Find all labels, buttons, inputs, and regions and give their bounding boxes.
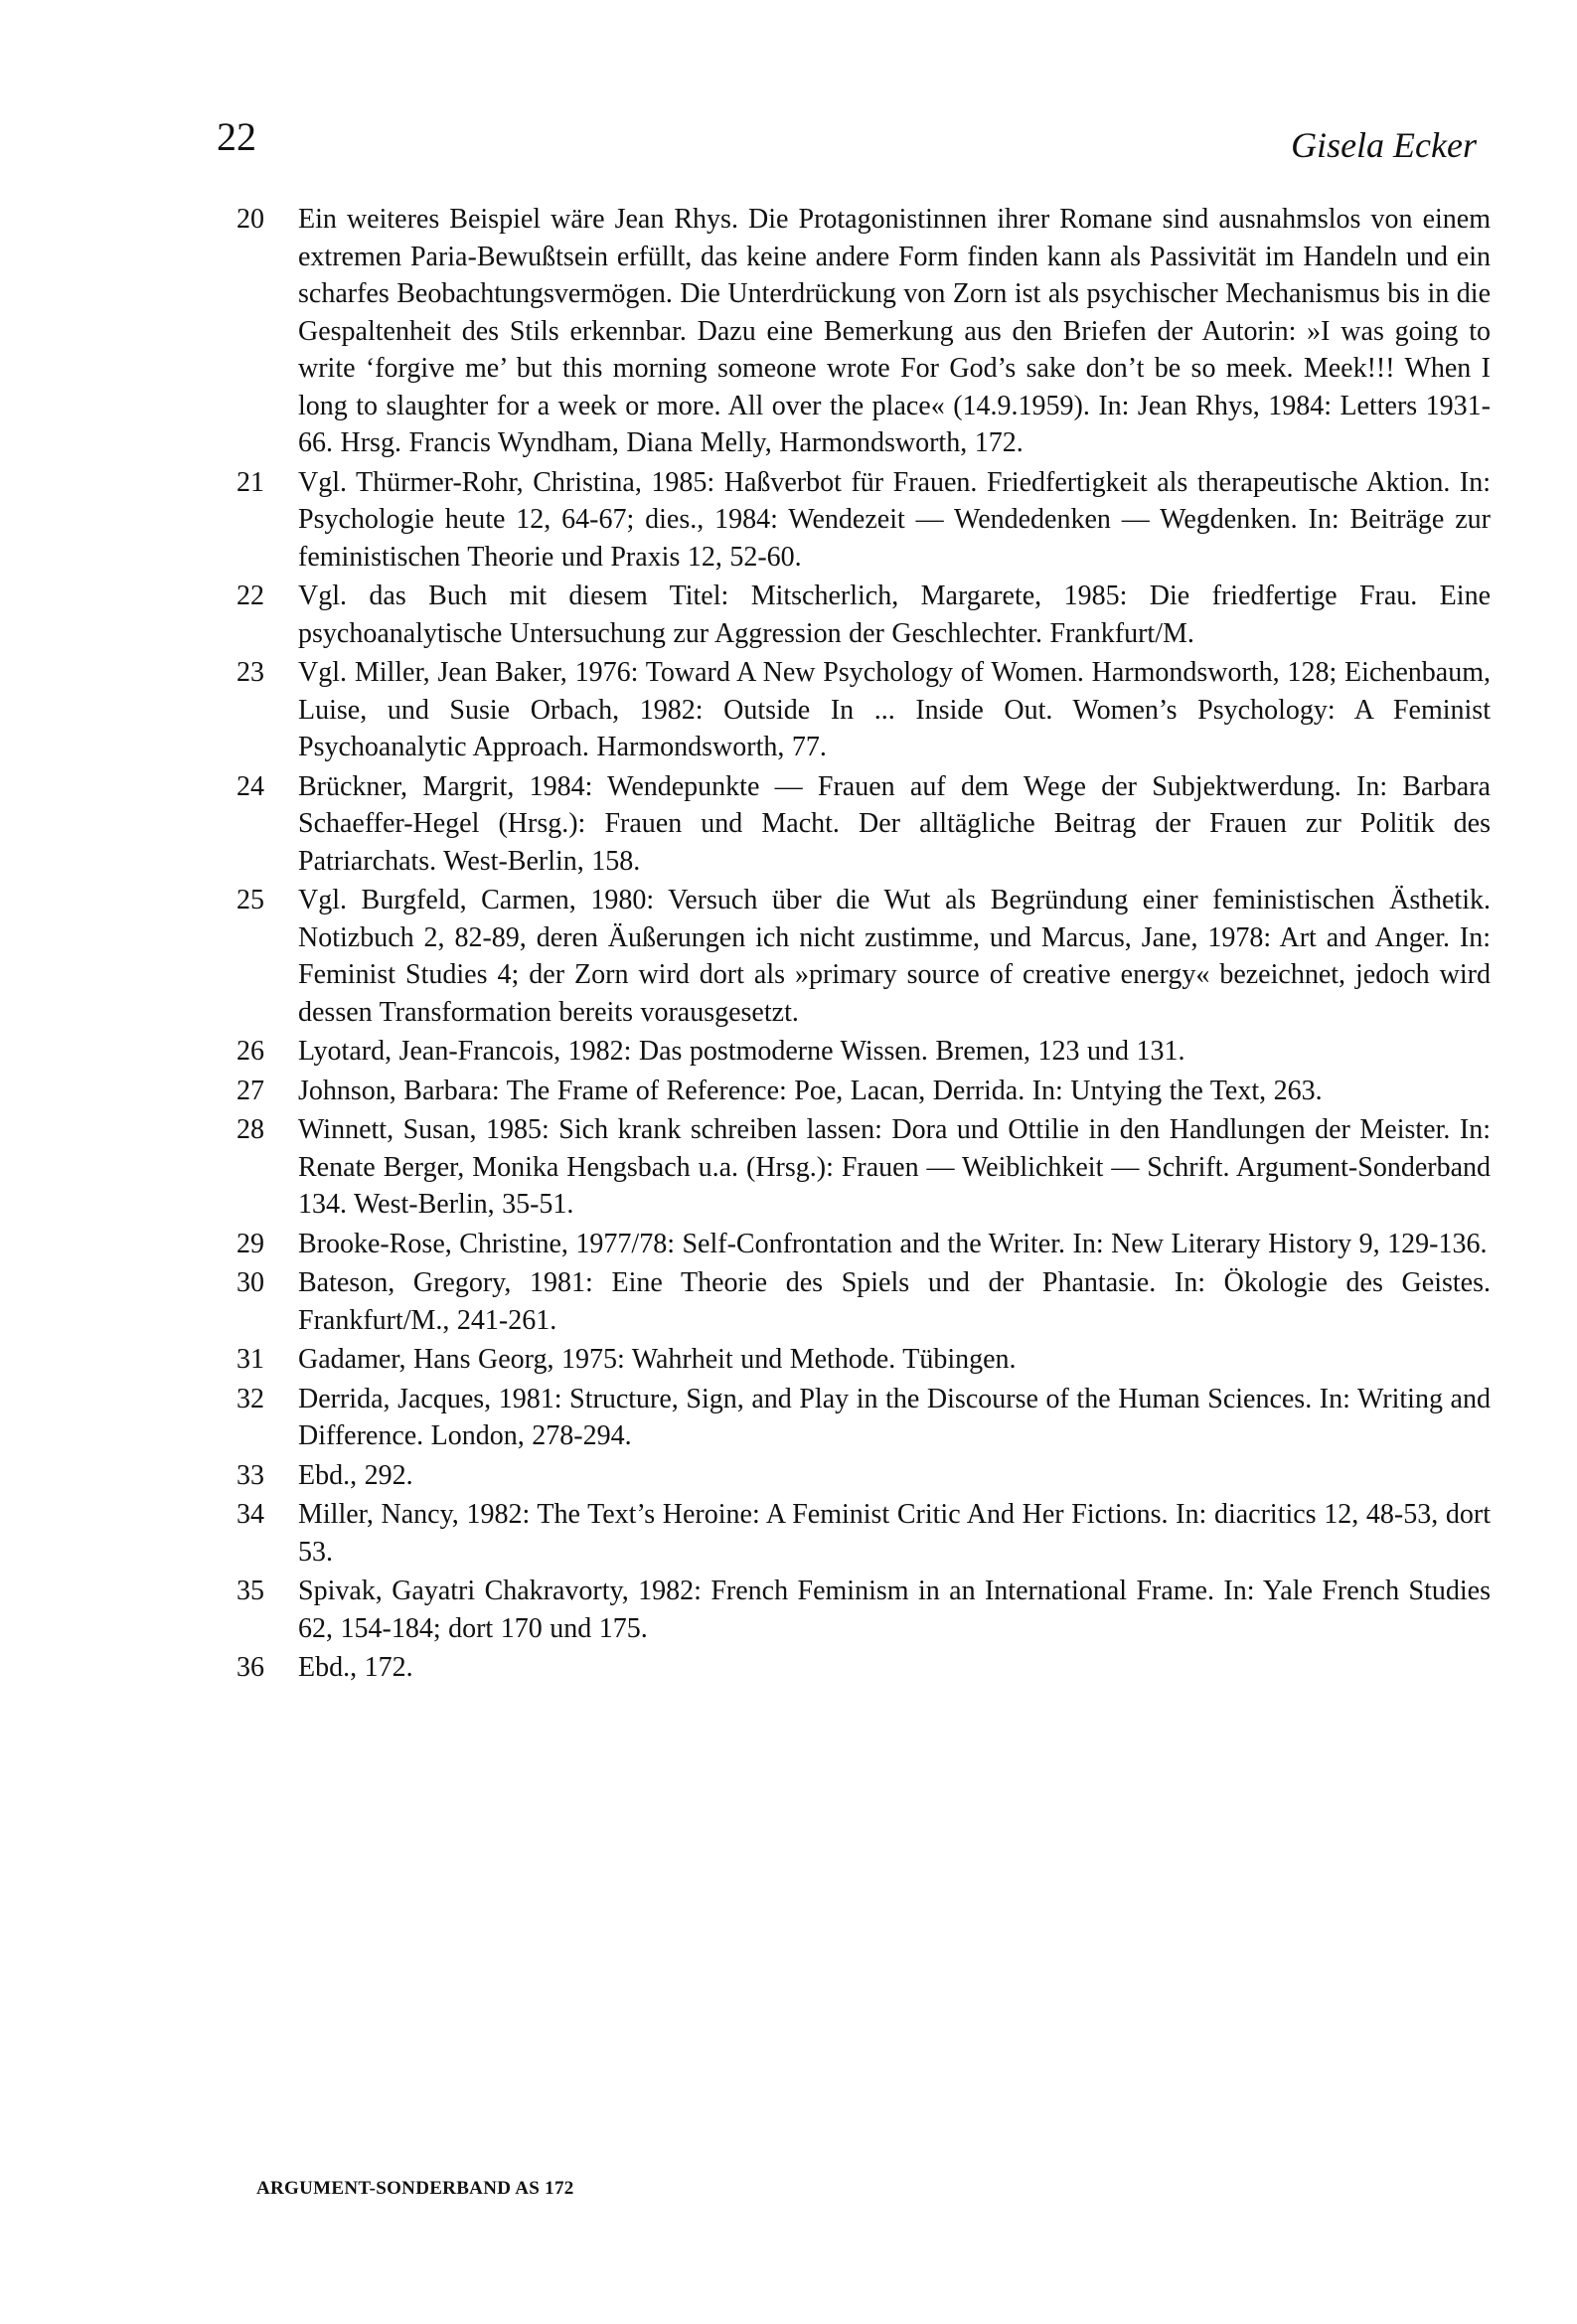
endnote bbox=[237, 1226, 1491, 1263]
endnote-number: 25 bbox=[237, 885, 264, 915]
endnote-number: 27 bbox=[237, 1075, 264, 1106]
running-head-author: Gisela Ecker bbox=[1291, 125, 1477, 165]
endnote-text: Miller, Nancy, 1982: The Text’s Heroine: A Feminist Critic And Her Fictions. In: diacritics 12, 48-53, dort 53. bbox=[298, 1499, 1491, 1568]
endnote-number: 32 bbox=[237, 1383, 264, 1414]
endnote-number: 21 bbox=[237, 466, 264, 498]
endnote-text: Ebd., 172. bbox=[298, 1652, 413, 1683]
endnote-number: 31 bbox=[237, 1344, 264, 1375]
endnote bbox=[237, 578, 1491, 652]
footer-series-label: ARGUMENT-SONDERBAND AS 172 bbox=[256, 2178, 574, 2199]
endnote-text: Johnson, Barbara: The Frame of Reference: Poe, Lacan, Derrida. In: Untying the Text, 263. bbox=[298, 1075, 1323, 1106]
endnote-number: 28 bbox=[237, 1114, 264, 1145]
endnote bbox=[237, 768, 1491, 881]
endnote bbox=[237, 1111, 1491, 1224]
endnote-text: Gadamer, Hans Georg, 1975: Wahrheit und Methode. Tübingen. bbox=[298, 1344, 1017, 1375]
endnote-text: Vgl. Burgfeld, Carmen, 1980: Versuch über die Wut als Begründung einer feministischen Ästhetik. Notizbuch 2, 82-89, deren Äußerungen ich nicht zustimme, und Marcus, Jane, 1978: Art and Anger. In: Feminist Studies 4; der Zorn wird dort als »primary source of creative energy« bezeichnet, jedoch wird dessen Transformation bereits vorausgesetzt. bbox=[298, 885, 1491, 1028]
endnote-text: Vgl. Thürmer-Rohr, Christina, 1985: Haßverbot für Frauen. Friedfertigkeit als therapeutische Aktion. In: Psychologie heute 12, 64-67; dies., 1984: Wendezeit — Wendedenken — Wegdenken. In: Beiträge zur feministischen Theorie und Praxis 12, 52-60. bbox=[298, 466, 1491, 573]
endnote bbox=[237, 654, 1491, 766]
endnote bbox=[237, 1573, 1491, 1647]
endnote-number: 22 bbox=[237, 581, 264, 611]
endnote bbox=[237, 882, 1491, 1031]
endnote-number: 24 bbox=[237, 770, 264, 802]
endnote-text: Vgl. Miller, Jean Baker, 1976: Toward A New Psychology of Women. Harmondsworth, 128; Eichenbaum, Luise, und Susie Orbach, 1982: Outside In ... Inside Out. Women’s Psychology: A Feminist Psychoanalytic Approach. Harmondsworth, 77. bbox=[298, 657, 1491, 762]
endnote-text: Bateson, Gregory, 1981: Eine Theorie des Spiels und der Phantasie. In: Ökologie des Geistes. Frankfurt/M., 241-261. bbox=[298, 1267, 1491, 1336]
endnote-number: 23 bbox=[237, 657, 264, 688]
endnote bbox=[237, 464, 1491, 577]
endnote bbox=[237, 1341, 1491, 1379]
endnote-text: Derrida, Jacques, 1981: Structure, Sign, and Play in the Discourse of the Human Sciences. In: Writing and Difference. London, 278-294. bbox=[298, 1383, 1491, 1451]
endnote bbox=[237, 1649, 1491, 1687]
endnote bbox=[237, 1073, 1491, 1110]
endnote bbox=[237, 1381, 1491, 1455]
endnote-number: 29 bbox=[237, 1228, 264, 1259]
endnote bbox=[237, 1264, 1491, 1339]
endnote-text: Spivak, Gayatri Chakravorty, 1982: French Feminism in an International Frame. In: Yale French Studies 62, 154-184; dort 170 und 175. bbox=[298, 1576, 1491, 1644]
endnote-number: 34 bbox=[237, 1499, 264, 1530]
endnote-text: Winnett, Susan, 1985: Sich krank schreiben lassen: Dora und Ottilie in den Handlungen der Meister. In: Renate Berger, Monika Hengsbach u.a. (Hrsg.): Frauen — Weiblichkeit — Schrift. Argument-Sonderband 134. West-Berlin, 35-51. bbox=[298, 1114, 1491, 1220]
endnote-text: Lyotard, Jean-Francois, 1982: Das postmoderne Wissen. Bremen, 123 und 131. bbox=[298, 1036, 1185, 1067]
endnote-number: 35 bbox=[237, 1576, 264, 1606]
endnote-text: Brooke-Rose, Christine, 1977/78: Self-Confrontation and the Writer. In: New Literary History 9, 129-136. bbox=[298, 1228, 1488, 1259]
endnote bbox=[237, 1496, 1491, 1571]
endnote bbox=[237, 1457, 1491, 1495]
endnotes-list bbox=[237, 201, 1491, 1689]
endnote-text: Ebd., 292. bbox=[298, 1459, 413, 1491]
endnote-text: Brückner, Margrit, 1984: Wendepunkte — Frauen auf dem Wege der Subjektwerdung. In: Barbara Schaeffer-Hegel (Hrsg.): Frauen und Macht. Der alltägliche Beitrag der Frauen zur Politik des Patriarchats. West-Berlin, 158. bbox=[298, 770, 1491, 877]
endnote-number: 33 bbox=[237, 1459, 264, 1491]
endnote bbox=[237, 201, 1491, 462]
endnote-number: 20 bbox=[237, 204, 264, 235]
endnote-number: 30 bbox=[237, 1267, 264, 1298]
endnote-number: 36 bbox=[237, 1652, 264, 1683]
endnote-text: Vgl. das Buch mit diesem Titel: Mitscherlich, Margarete, 1985: Die friedfertige Frau. Eine psychoanalytische Untersuchung zur Aggression der Geschlechter. Frankfurt/M. bbox=[298, 581, 1491, 649]
endnote-text: Ein weiteres Beispiel wäre Jean Rhys. Die Protagonistinnen ihrer Romane sind ausnahmslos von einem extremen Paria-Bewußtsein erfüllt, das keine andere Form finden kann als Passivität im Handeln und ein scharfes Beobachtungsvermögen. Die Unterdrückung von Zorn ist als psychischer Mechanismus bis in die Gespaltenheit des Stils erkennbar. Dazu eine Bemerkung aus den Briefen der Autorin: »I was going to write ‘forgive me’ but this morning someone wrote For God’s sake don’t be so meek. Meek!!! When I long to slaughter for a week or more. All over the place« (14.9.1959). In: Jean Rhys, 1984: Letters 1931-66. Hrsg. Francis Wyndham, Diana Melly, Harmondsworth, 172. bbox=[298, 204, 1491, 458]
endnote bbox=[237, 1033, 1491, 1071]
endnote-number: 26 bbox=[237, 1036, 264, 1067]
page-number: 22 bbox=[217, 114, 256, 159]
